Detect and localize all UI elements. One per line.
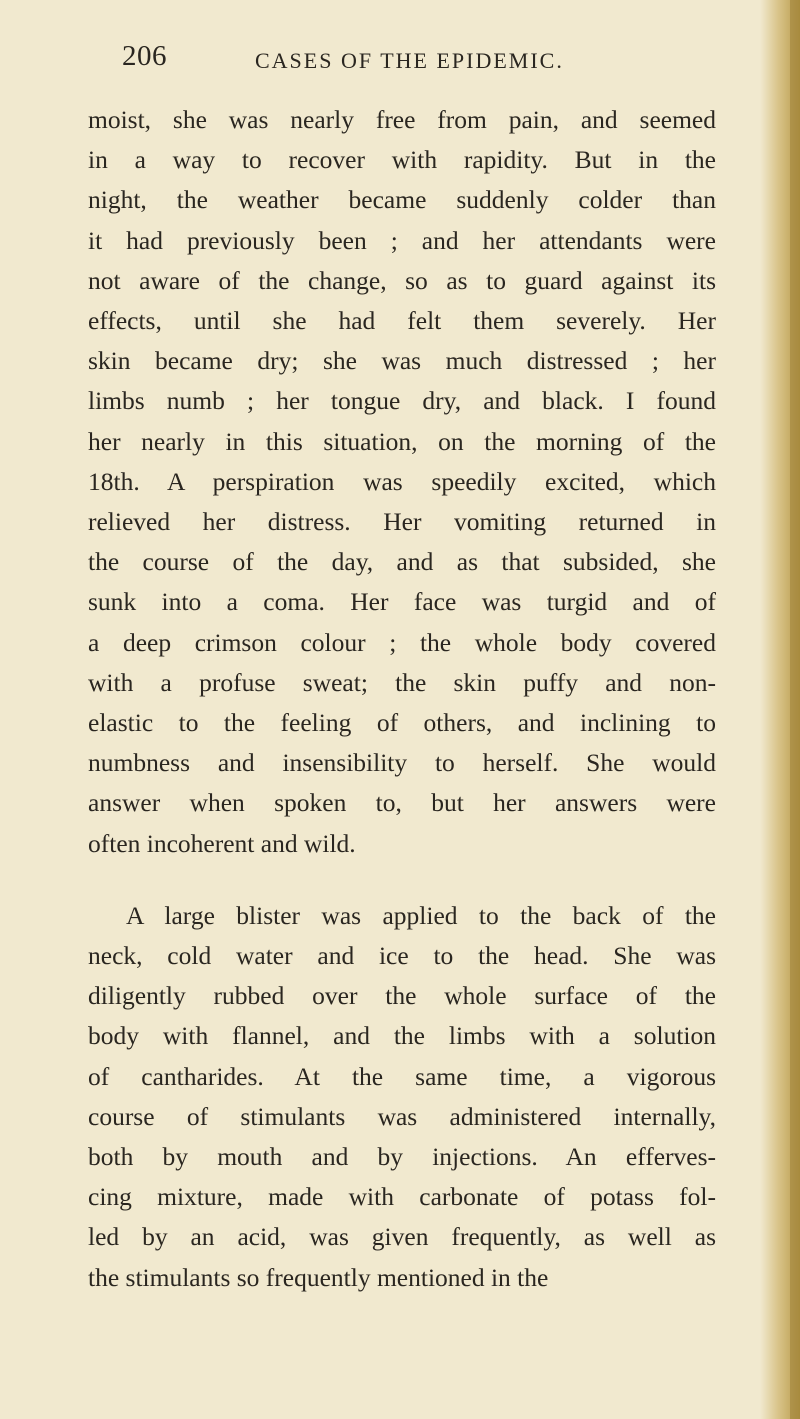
text-line: effects, until she had felt them severely. Her (88, 306, 716, 336)
page-header (122, 40, 682, 80)
text-line: of cantharides. At the same time, a vigorous (88, 1061, 716, 1091)
text-line: A large blister was applied to the back of the (126, 900, 716, 930)
page-edge-shadow (790, 0, 800, 1419)
text-line: the stimulants so frequently mentioned in the (88, 1262, 549, 1292)
text-line: elastic to the feeling of others, and inclining to (88, 708, 716, 738)
text-line: her nearly in this situation, on the morning of the (88, 426, 716, 456)
page-number: 206 (122, 40, 167, 72)
text-line: moist, she was nearly free from pain, and seemed (88, 105, 716, 134)
text-line: a deep crimson colour ; the whole body covered (88, 627, 716, 657)
text-line: with a profuse sweat; the skin puffy and non- (88, 667, 716, 697)
text-line: both by mouth and by injections. An efferves- (88, 1142, 716, 1172)
text-line: night, the weather became suddenly colder than (88, 185, 716, 215)
text-line: cing mixture, made with carbonate of potass fol- (88, 1182, 716, 1212)
body-text (88, 100, 716, 1298)
text-line: answer when spoken to, but her answers were (88, 788, 716, 818)
text-line: course of stimulants was administered internally, (88, 1101, 716, 1131)
text-line: not aware of the change, so as to guard against its (88, 265, 716, 295)
text-line: it had previously been ; and her attendants were (88, 225, 716, 255)
text-line: diligently rubbed over the whole surface of the (88, 981, 716, 1011)
paragraph-1 (88, 100, 716, 864)
text-line: led by an acid, was given frequently, as well as (88, 1222, 716, 1252)
text-line: often incoherent and wild. (88, 828, 356, 858)
text-line: limbs numb ; her tongue dry, and black. I found (88, 386, 716, 416)
text-line: skin became dry; she was much distressed ; her (88, 346, 716, 376)
text-line: sunk into a coma. Her face was turgid and of (88, 587, 716, 617)
running-head: CASES OF THE EPIDEMIC. (255, 48, 564, 73)
text-line: the course of the day, and as that subsided, she (88, 547, 716, 577)
text-line: relieved her distress. Her vomiting returned in (88, 507, 716, 537)
paragraph-2 (88, 896, 716, 1298)
text-line: in a way to recover with rapidity. But in the (88, 145, 716, 175)
text-line: neck, cold water and ice to the head. She was (88, 941, 716, 971)
text-line: body with flannel, and the limbs with a solution (88, 1021, 716, 1051)
text-line: numbness and insensibility to herself. She would (88, 748, 716, 778)
text-line: 18th. A perspiration was speedily excited, which (88, 466, 716, 496)
